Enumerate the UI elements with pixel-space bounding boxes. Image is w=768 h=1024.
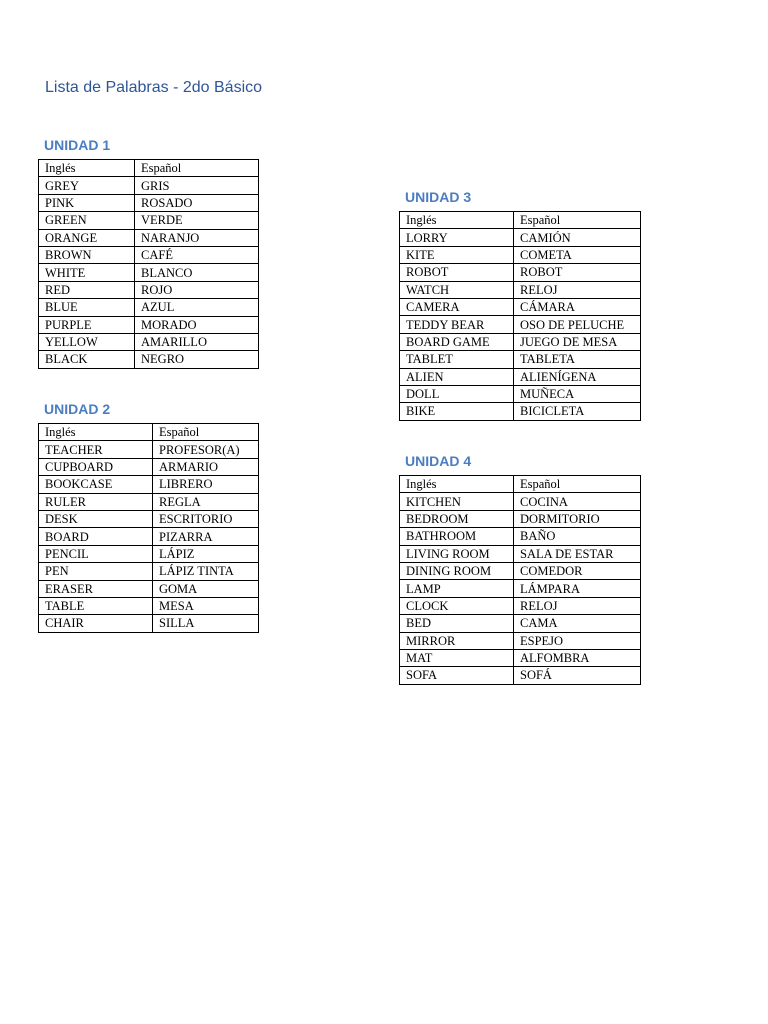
spanish-word-cell: PROFESOR(A) [153, 441, 259, 458]
unit-2-section [38, 400, 259, 633]
spanish-word-cell: DORMITORIO [514, 510, 641, 527]
vocab-table [399, 475, 641, 685]
spanish-word-cell: VERDE [135, 212, 259, 229]
spanish-word-cell: LIBRERO [153, 476, 259, 493]
spanish-word-cell: ESCRITORIO [153, 510, 259, 527]
spanish-word-cell: AZUL [135, 299, 259, 316]
english-word-cell: DESK [39, 510, 153, 527]
english-word-cell: CUPBOARD [39, 458, 153, 475]
column-header-english: Inglés [400, 476, 514, 493]
table-row [39, 177, 259, 194]
table-row [39, 615, 259, 632]
table-row [400, 246, 641, 263]
table-row [39, 441, 259, 458]
spanish-word-cell: ALIENÍGENA [514, 368, 641, 385]
spanish-word-cell: SOFÁ [514, 667, 641, 684]
spanish-word-cell: RELOJ [514, 281, 641, 298]
english-word-cell: GREY [39, 177, 135, 194]
english-word-cell: GREEN [39, 212, 135, 229]
spanish-word-cell: GOMA [153, 580, 259, 597]
english-word-cell: LAMP [400, 580, 514, 597]
spanish-word-cell: AMARILLO [135, 333, 259, 350]
spanish-word-cell: BAÑO [514, 528, 641, 545]
spanish-word-cell: CAFÉ [135, 246, 259, 263]
spanish-word-cell: CAMIÓN [514, 229, 641, 246]
spanish-word-cell: JUEGO DE MESA [514, 333, 641, 350]
table-row [39, 212, 259, 229]
spanish-word-cell: MUÑECA [514, 385, 641, 402]
english-word-cell: PENCIL [39, 545, 153, 562]
spanish-word-cell: CÁMARA [514, 298, 641, 315]
english-word-cell: MAT [400, 649, 514, 666]
english-word-cell: BOOKCASE [39, 476, 153, 493]
english-word-cell: MIRROR [400, 632, 514, 649]
english-word-cell: ROBOT [400, 264, 514, 281]
spanish-word-cell: RELOJ [514, 597, 641, 614]
spanish-word-cell: NEGRO [135, 351, 259, 368]
table-row [39, 281, 259, 298]
table-header-row [39, 160, 259, 177]
english-word-cell: SOFA [400, 667, 514, 684]
english-word-cell: YELLOW [39, 333, 135, 350]
table-row [39, 351, 259, 368]
table-row [400, 649, 641, 666]
spanish-word-cell: SALA DE ESTAR [514, 545, 641, 562]
english-word-cell: BOARD GAME [400, 333, 514, 350]
table-row [400, 351, 641, 368]
spanish-word-cell: COCINA [514, 493, 641, 510]
unit-heading: UNIDAD 3 [405, 189, 472, 205]
table-row [39, 333, 259, 350]
spanish-word-cell: COMEDOR [514, 562, 641, 579]
table-row [39, 264, 259, 281]
english-word-cell: BEDROOM [400, 510, 514, 527]
table-row [39, 545, 259, 562]
table-row [400, 281, 641, 298]
document-title: Lista de Palabras - 2do Básico [45, 79, 263, 96]
table-row [400, 298, 641, 315]
table-row [39, 580, 259, 597]
english-word-cell: ORANGE [39, 229, 135, 246]
table-header-row [400, 476, 641, 493]
english-word-cell: BOARD [39, 528, 153, 545]
column-header-english: Inglés [400, 212, 514, 229]
english-word-cell: WHITE [39, 264, 135, 281]
english-word-cell: CLOCK [400, 597, 514, 614]
english-word-cell: CAMERA [400, 298, 514, 315]
table-row [400, 528, 641, 545]
english-word-cell: PINK [39, 194, 135, 211]
spanish-word-cell: ROBOT [514, 264, 641, 281]
table-row [39, 299, 259, 316]
english-word-cell: KITE [400, 246, 514, 263]
english-word-cell: BLUE [39, 299, 135, 316]
english-word-cell: KITCHEN [400, 493, 514, 510]
spanish-word-cell: ARMARIO [153, 458, 259, 475]
table-row [400, 403, 641, 420]
column-header-spanish: Español [514, 212, 641, 229]
table-row [39, 597, 259, 614]
spanish-word-cell: MORADO [135, 316, 259, 333]
spanish-word-cell: REGLA [153, 493, 259, 510]
unit-heading: UNIDAD 2 [44, 401, 111, 417]
english-word-cell: BED [400, 615, 514, 632]
column-header-spanish: Español [153, 424, 259, 441]
table-row [400, 597, 641, 614]
english-word-cell: ERASER [39, 580, 153, 597]
spanish-word-cell: TABLETA [514, 351, 641, 368]
english-word-cell: DINING ROOM [400, 562, 514, 579]
column-header-english: Inglés [39, 160, 135, 177]
spanish-word-cell: LÁMPARA [514, 580, 641, 597]
spanish-word-cell: COMETA [514, 246, 641, 263]
english-word-cell: TEDDY BEAR [400, 316, 514, 333]
table-row [400, 562, 641, 579]
vocab-table [399, 211, 641, 421]
english-word-cell: CHAIR [39, 615, 153, 632]
spanish-word-cell: BLANCO [135, 264, 259, 281]
table-row [39, 476, 259, 493]
table-row [39, 246, 259, 263]
table-row [39, 563, 259, 580]
spanish-word-cell: ROSADO [135, 194, 259, 211]
unit-heading: UNIDAD 4 [405, 453, 472, 469]
unit-heading: UNIDAD 1 [44, 137, 111, 153]
english-word-cell: LIVING ROOM [400, 545, 514, 562]
table-row [400, 545, 641, 562]
column-header-english: Inglés [39, 424, 153, 441]
table-row [39, 493, 259, 510]
spanish-word-cell: ALFOMBRA [514, 649, 641, 666]
table-header-row [39, 424, 259, 441]
english-word-cell: LORRY [400, 229, 514, 246]
english-word-cell: TEACHER [39, 441, 153, 458]
table-row [400, 264, 641, 281]
table-row [400, 229, 641, 246]
table-row [39, 229, 259, 246]
spanish-word-cell: OSO DE PELUCHE [514, 316, 641, 333]
column-header-spanish: Español [514, 476, 641, 493]
vocab-table [38, 159, 259, 369]
column-header-spanish: Español [135, 160, 259, 177]
spanish-word-cell: GRIS [135, 177, 259, 194]
table-row [400, 510, 641, 527]
table-row [400, 667, 641, 684]
table-row [39, 194, 259, 211]
table-row [400, 632, 641, 649]
table-row [39, 316, 259, 333]
unit-3-section [399, 188, 641, 421]
table-row [39, 528, 259, 545]
unit-1-section [38, 136, 259, 369]
table-row [400, 493, 641, 510]
english-word-cell: TABLET [400, 351, 514, 368]
vocab-table [38, 423, 259, 633]
table-row [400, 368, 641, 385]
spanish-word-cell: CAMA [514, 615, 641, 632]
spanish-word-cell: LÁPIZ [153, 545, 259, 562]
table-header-row [400, 212, 641, 229]
table-row [400, 333, 641, 350]
table-row [400, 615, 641, 632]
english-word-cell: DOLL [400, 385, 514, 402]
table-row [400, 385, 641, 402]
english-word-cell: RED [39, 281, 135, 298]
english-word-cell: PEN [39, 563, 153, 580]
spanish-word-cell: BICICLETA [514, 403, 641, 420]
english-word-cell: PURPLE [39, 316, 135, 333]
table-row [400, 580, 641, 597]
spanish-word-cell: NARANJO [135, 229, 259, 246]
english-word-cell: BLACK [39, 351, 135, 368]
spanish-word-cell: MESA [153, 597, 259, 614]
spanish-word-cell: PIZARRA [153, 528, 259, 545]
spanish-word-cell: LÁPIZ TINTA [153, 563, 259, 580]
spanish-word-cell: SILLA [153, 615, 259, 632]
unit-4-section [399, 452, 641, 685]
english-word-cell: BIKE [400, 403, 514, 420]
english-word-cell: BATHROOM [400, 528, 514, 545]
english-word-cell: RULER [39, 493, 153, 510]
table-row [39, 510, 259, 527]
spanish-word-cell: ROJO [135, 281, 259, 298]
table-row [400, 316, 641, 333]
table-row [39, 458, 259, 475]
english-word-cell: ALIEN [400, 368, 514, 385]
english-word-cell: WATCH [400, 281, 514, 298]
english-word-cell: TABLE [39, 597, 153, 614]
spanish-word-cell: ESPEJO [514, 632, 641, 649]
english-word-cell: BROWN [39, 246, 135, 263]
